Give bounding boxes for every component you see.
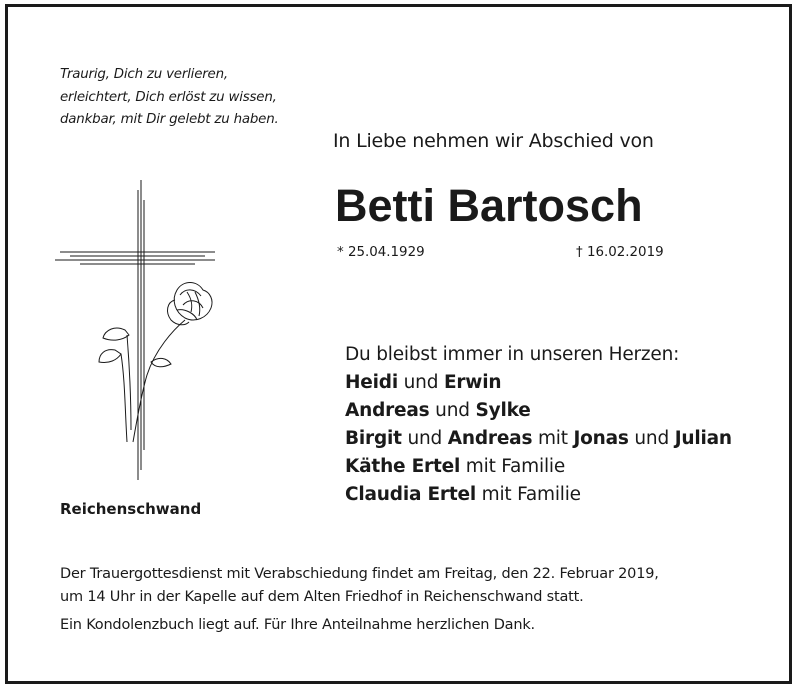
poem-line: dankbar, mit Dir gelebt zu haben. <box>60 112 279 127</box>
mourner-line <box>345 481 732 509</box>
mourner-name: Käthe Ertel <box>345 456 461 477</box>
death-date: † 16.02.2019 <box>576 245 664 260</box>
mourners-block <box>345 341 732 509</box>
rose-icon <box>99 283 212 443</box>
notice-line: Der Trauergottesdienst mit Verabschiedung findet am Freitag, den 22. Februar 2019, <box>60 566 659 582</box>
mourner-name: Andreas <box>345 400 430 421</box>
notice-line: um 14 Uhr in der Kapelle auf dem Alten Friedhof in Reichenschwand statt. <box>60 589 584 605</box>
mourner-name: Claudia Ertel <box>345 484 476 505</box>
mourner-line <box>345 425 732 453</box>
connector: und <box>429 400 476 421</box>
cross-icon <box>55 180 215 480</box>
thanks-line: Ein Kondolenzbuch liegt auf. Für Ihre Anteilnahme herzlichen Dank. <box>60 617 535 633</box>
connector: und <box>397 372 444 393</box>
mourner-name: Erwin <box>443 372 502 393</box>
mourner-name: Andreas <box>447 428 533 449</box>
mourners-heading: Du bleibst immer in unseren Herzen: <box>345 344 680 365</box>
mourner-line <box>345 369 732 397</box>
mourner-name: Birgit <box>345 428 402 449</box>
deceased-name: Betti Bartosch <box>335 180 643 231</box>
poem <box>60 64 279 132</box>
birth-date: * 25.04.1929 <box>337 245 425 260</box>
mourner-name: Heidi <box>345 372 398 393</box>
connector: mit <box>532 428 574 449</box>
mourner-line <box>345 397 732 425</box>
poem-line: erleichtert, Dich erlöst zu wissen, <box>60 89 277 105</box>
mourner-name: Julian <box>674 428 732 449</box>
connector: und <box>628 428 675 449</box>
connector: mit Familie <box>475 484 581 505</box>
cross-and-rose-illustration <box>55 180 215 490</box>
poem-line: Traurig, Dich zu verlieren, <box>60 67 228 82</box>
intro-text: In Liebe nehmen wir Abschied von <box>333 130 654 152</box>
service-notice <box>60 563 659 637</box>
mourner-name: Sylke <box>475 400 531 421</box>
mourner-line <box>345 453 732 481</box>
mourner-name: Jonas <box>573 428 629 449</box>
connector: und <box>401 428 448 449</box>
place-name: Reichenschwand <box>60 500 202 518</box>
connector: mit Familie <box>460 456 566 477</box>
